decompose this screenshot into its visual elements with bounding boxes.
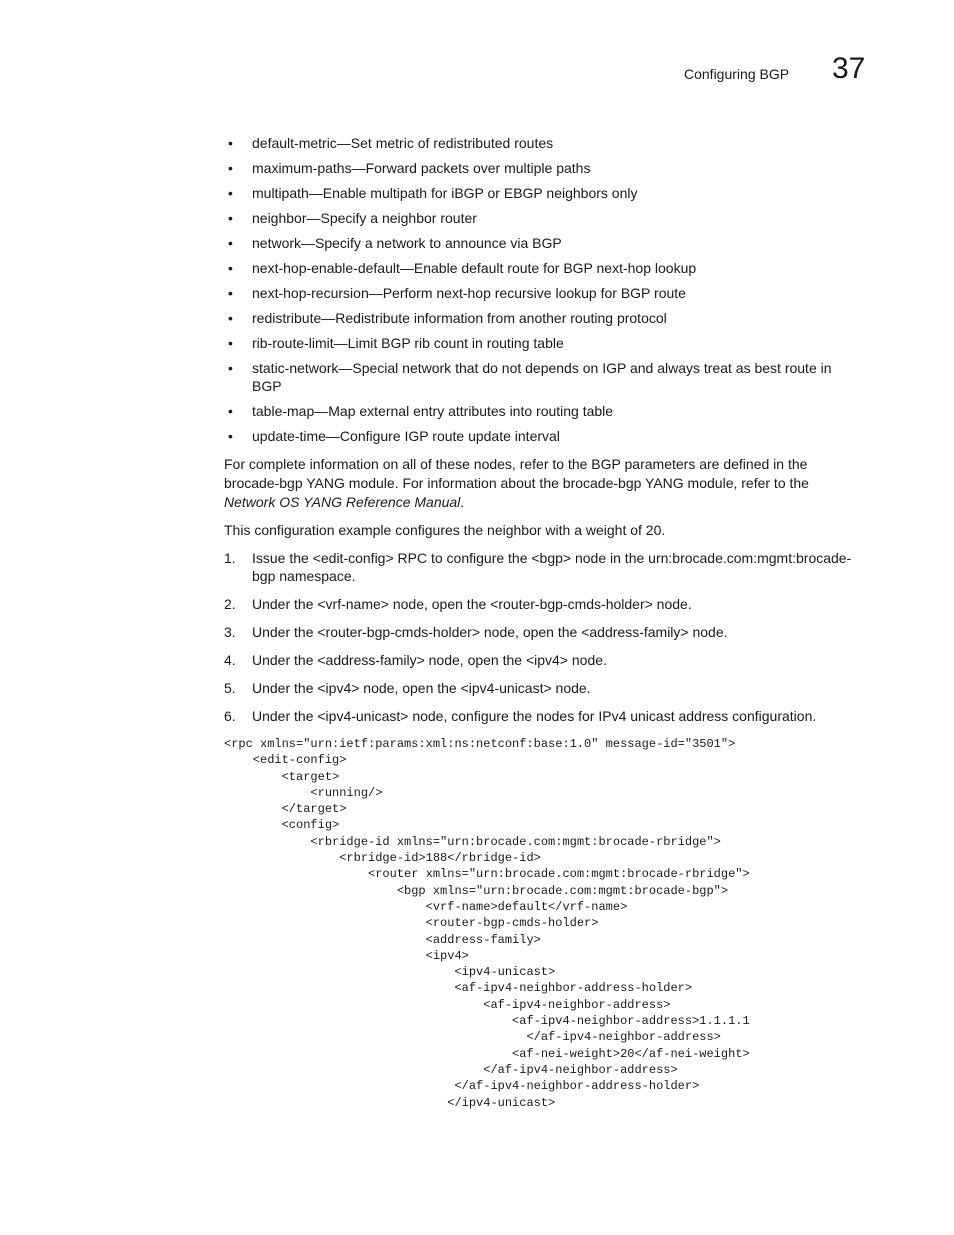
step-number: 4.	[224, 652, 236, 668]
list-item: • default-metric—Set metric of redistributed routes	[228, 135, 554, 151]
xml-code-block: <rpc xmlns="urn:ietf:params:xml:ns:netconf:base:1.0" message-id="3501"> <edit-config> <target> <running/> </target> <config> <rbridge-id xmlns="urn:brocade.com:mgmt:brocade-rbridge"> <rbridge-id>188</rbridge-id> <router xmlns="urn:brocade.com:mgmt:brocade-rbridge"> <bgp xmlns="urn:brocade.com:mgmt:brocade-bgp"> <vrf-name>default</vrf-name> <router-bgp-cmds-holder> <address-family> <ipv4> <ipv4-unicast> <af-ipv4-neighbor-address-holder> <af-ipv4-neighbor-address> <af-ipv4-neighbor-address>1.1.1.1 </af-ipv4-neighbor-address> <af-nei-weight>20</af-nei-weight> </af-ipv4-neighbor-address> </af-ipv4-neighbor-address-holder> </ipv4-unicast>	[224, 737, 750, 1110]
running-header-title: Configuring BGP	[684, 66, 790, 82]
list-item: • neighbor—Specify a neighbor router	[228, 210, 477, 226]
procedure-steps	[224, 549, 864, 735]
manual-title: Network OS YANG Reference Manual	[224, 494, 461, 510]
bullet-icon: •	[228, 160, 233, 176]
step-number: 5.	[224, 680, 236, 696]
list-item: • redistribute—Redistribute information from another routing protocol	[228, 310, 667, 326]
example-paragraph: This configuration example configures the neighbor with a weight of 20.	[224, 522, 666, 538]
bullet-icon: •	[228, 335, 233, 351]
list-item: • next-hop-enable-default—Enable default route for BGP next-hop lookup	[228, 260, 697, 276]
list-item: • static-network—Special network that do not depends on IGP and always treat as best route in BGP	[228, 360, 832, 394]
step-item: 3. Under the <router-bgp-cmds-holder> node, open the <address-family> node.	[224, 624, 728, 640]
bullet-icon: •	[228, 135, 233, 151]
bullet-icon: •	[228, 285, 233, 301]
step-number: 6.	[224, 708, 236, 724]
list-item: • network—Specify a network to announce via BGP	[228, 235, 562, 251]
list-item: • multipath—Enable multipath for iBGP or EBGP neighbors only	[228, 185, 638, 201]
step-number: 1.	[224, 550, 236, 566]
bullet-icon: •	[228, 360, 233, 376]
list-item: • table-map—Map external entry attributes into routing table	[228, 403, 614, 419]
step-item: 6. Under the <ipv4-unicast> node, configure the nodes for IPv4 unicast address configuration.	[224, 708, 817, 724]
step-number: 3.	[224, 624, 236, 640]
bullet-icon: •	[228, 310, 233, 326]
bullet-icon: •	[228, 235, 233, 251]
step-item: 2. Under the <vrf-name> node, open the <router-bgp-cmds-holder> node.	[224, 596, 692, 612]
list-item: • rib-route-limit—Limit BGP rib count in routing table	[228, 335, 564, 351]
chapter-number: 37	[832, 52, 866, 85]
list-item: • maximum-paths—Forward packets over multiple paths	[228, 160, 591, 176]
step-item: 5. Under the <ipv4> node, open the <ipv4-unicast> node.	[224, 680, 591, 696]
bullet-icon: •	[228, 428, 233, 444]
list-item: • update-time—Configure IGP route update interval	[228, 428, 560, 444]
bullet-icon: •	[228, 185, 233, 201]
bullet-icon: •	[228, 403, 233, 419]
step-number: 2.	[224, 596, 236, 612]
bullet-icon: •	[228, 260, 233, 276]
node-bullet-list	[224, 134, 864, 452]
step-item: 1. Issue the <edit-config> RPC to configure the <bgp> node in the urn:brocade.com:mgmt:brocade-bgp namespace.	[224, 550, 852, 584]
info-paragraph: For complete information on all of these nodes, refer to the BGP parameters are defined in the brocade-bgp YANG module. For information about the brocade-bgp YANG module, refer to the Network OS YANG Reference Manual.	[224, 456, 809, 510]
bullet-icon: •	[228, 210, 233, 226]
step-item: 4. Under the <address-family> node, open the <ipv4> node.	[224, 652, 607, 668]
list-item: • next-hop-recursion—Perform next-hop recursive lookup for BGP route	[228, 285, 686, 301]
